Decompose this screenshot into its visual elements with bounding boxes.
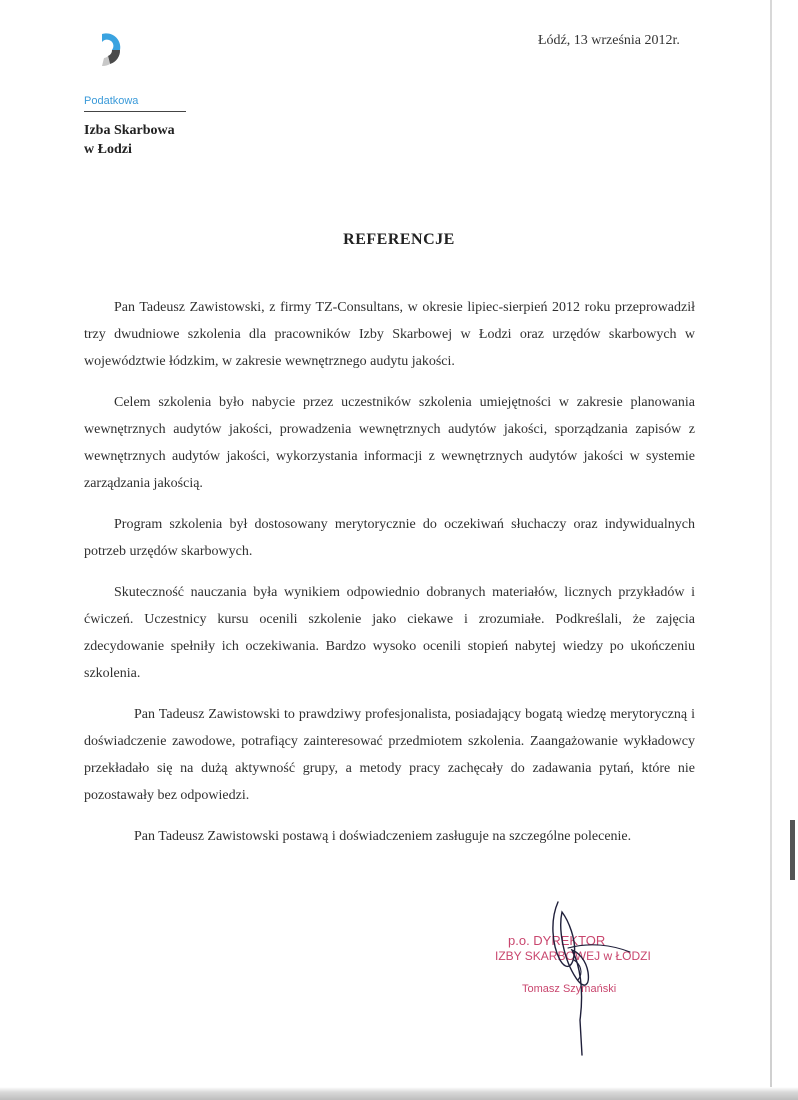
handwritten-signature — [480, 890, 680, 1060]
scan-edge-mark — [790, 820, 795, 880]
body-paragraph: Skuteczność nauczania była wynikiem odpowiednio dobranych materiałów, licznych przykładów i ćwiczeń. Uczestnicy kursu ocenili szkolenie jako ciekawe i zrozumiałe. Podkreślali, że zajęcia zdecydowanie spełniły ich oczekiwania. Bardzo wysoko ocenili stopień nabytej wiedzy po ukończeniu szkolenia. — [84, 585, 695, 681]
office-name-line1: Izba Skarbowa — [84, 123, 175, 138]
agency-name: Podatkowa — [84, 95, 139, 107]
stamp-office: IZBY SKARBOWEJ w ŁODZI — [495, 949, 651, 963]
signature-stamp — [480, 890, 680, 1060]
body-paragraph: Pan Tadeusz Zawistowski to prawdziwy profesjonalista, posiadający bogatą wiedzę merytoryczną i doświadczenie zawodowe, potrafiący zainteresować przedmiotem szkolenia. Zaangażowanie wykładowcy przekładało się na dużą aktywność grupy, a metody pracy zachęcały do zadawania pytań, które nie pozostawały bez odpowiedzi. — [84, 707, 695, 803]
header-divider — [84, 111, 186, 112]
stamp-name: Tomasz Szymański — [522, 983, 617, 995]
office-name-line2: w Łodzi — [84, 142, 132, 157]
office-name — [84, 121, 175, 159]
body-paragraph: Pan Tadeusz Zawistowski, z firmy TZ-Consultans, w okresie lipiec-sierpień 2012 roku przeprowadził trzy dwudniowe szkolenia dla pracowników Izby Skarbowej w Łodzi oraz urzędów skarbowych w województwie łódzkim, w zakresie wewnętrznego audytu jakości. — [84, 300, 695, 369]
letter-body — [84, 294, 695, 864]
closing-paragraph: Pan Tadeusz Zawistowski postawą i doświadczeniem zasługuje na szczególne polecenie. — [134, 829, 632, 844]
scan-edge-bottom — [0, 1087, 798, 1100]
stamp-title: p.o. DYREKTOR — [508, 933, 606, 948]
body-paragraph: Program szkolenia był dostosowany merytorycznie do oczekiwań słuchaczy oraz indywidualnych potrzeb urzędów skarbowych. — [84, 517, 695, 559]
scan-edge-right — [770, 0, 772, 1090]
document-title: REFERENCJE — [343, 231, 455, 248]
tax-administration-logo-icon — [96, 30, 126, 70]
body-paragraph: Celem szkolenia było nabycie przez uczestników szkolenia umiejętności w zakresie planowania wewnętrznych audytów jakości, prowadzenia wewnętrznych audytów jakości, sporządzania zapisów z wewnętrznych audytów jakości, wykorzystania informacji z wewnętrznych audytów jakości w systemie zarządzania jakością. — [84, 395, 695, 491]
date-line: Łódź, 13 września 2012r. — [538, 33, 680, 48]
